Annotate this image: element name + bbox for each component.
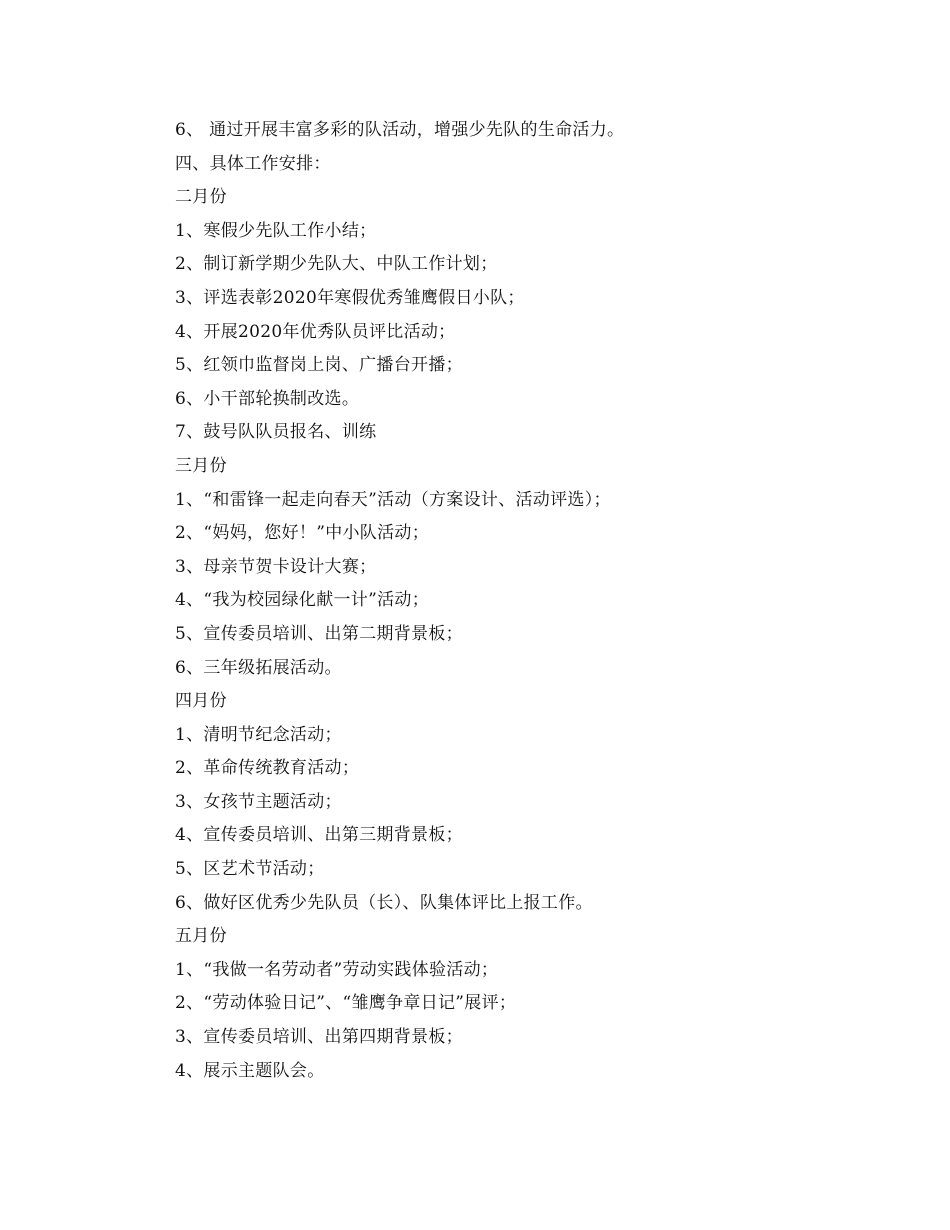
list-item: 5、红领巾监督岗上岗、广播台开播； (175, 355, 463, 376)
month-heading-april: 四月份 (175, 691, 227, 712)
list-item: 4、开展2020年优秀队员评比活动； (175, 321, 456, 342)
document-body (175, 114, 895, 1088)
list-item: 5、区艺术节活动； (175, 859, 325, 880)
list-item: 7、鼓号队队员报名、训练 (175, 422, 377, 443)
list-item: 3、宣传委员培训、出第四期背景板； (175, 1027, 463, 1048)
list-item: 4、展示主题队会。 (175, 1060, 325, 1081)
list-item: 1、“我做一名劳动者”劳动实践体验活动； (175, 959, 499, 980)
list-item: 1、“和雷锋一起走向春天”活动（方案设计、活动评选）； (175, 489, 611, 510)
list-item: 3、母亲节贺卡设计大赛； (175, 556, 377, 577)
month-heading-may: 五月份 (175, 926, 227, 947)
list-item: 1、清明节纪念活动； (175, 724, 342, 745)
list-item: 6、小干部轮换制改选。 (175, 388, 360, 409)
list-item: 3、女孩节主题活动； (175, 791, 342, 812)
list-item: 1、寒假少先队工作小结； (175, 220, 377, 241)
month-heading-march: 三月份 (175, 455, 227, 476)
list-item: 2、制订新学期少先队大、中队工作计划； (175, 254, 498, 275)
list-item: 3、评选表彰2020年寒假优秀雏鹰假日小队； (175, 287, 525, 308)
section-heading-work-schedule: 四、具体工作安排： (175, 153, 331, 174)
list-item: 4、宣传委员培训、出第三期背景板； (175, 825, 463, 846)
list-item: 6、三年级拓展活动。 (175, 657, 342, 678)
list-item: 4、“我为校园绿化献一计”活动； (175, 590, 429, 611)
list-item: 2、革命传统教育活动； (175, 758, 360, 779)
list-item: 6、做好区优秀少先队员（长）、队集体评比上报工作。 (175, 892, 593, 913)
month-heading-february: 二月份 (175, 187, 227, 208)
list-item: 5、宣传委员培训、出第二期背景板； (175, 623, 463, 644)
list-item: 2、“妈妈，您好！”中小队活动； (175, 523, 429, 544)
list-item-activity-goal: 6、 通过开展丰富多彩的队活动，增强少先队的生命活力。 (175, 120, 625, 140)
list-item: 2、“劳动体验日记”、“雏鹰争章日记”展评； (175, 993, 517, 1014)
